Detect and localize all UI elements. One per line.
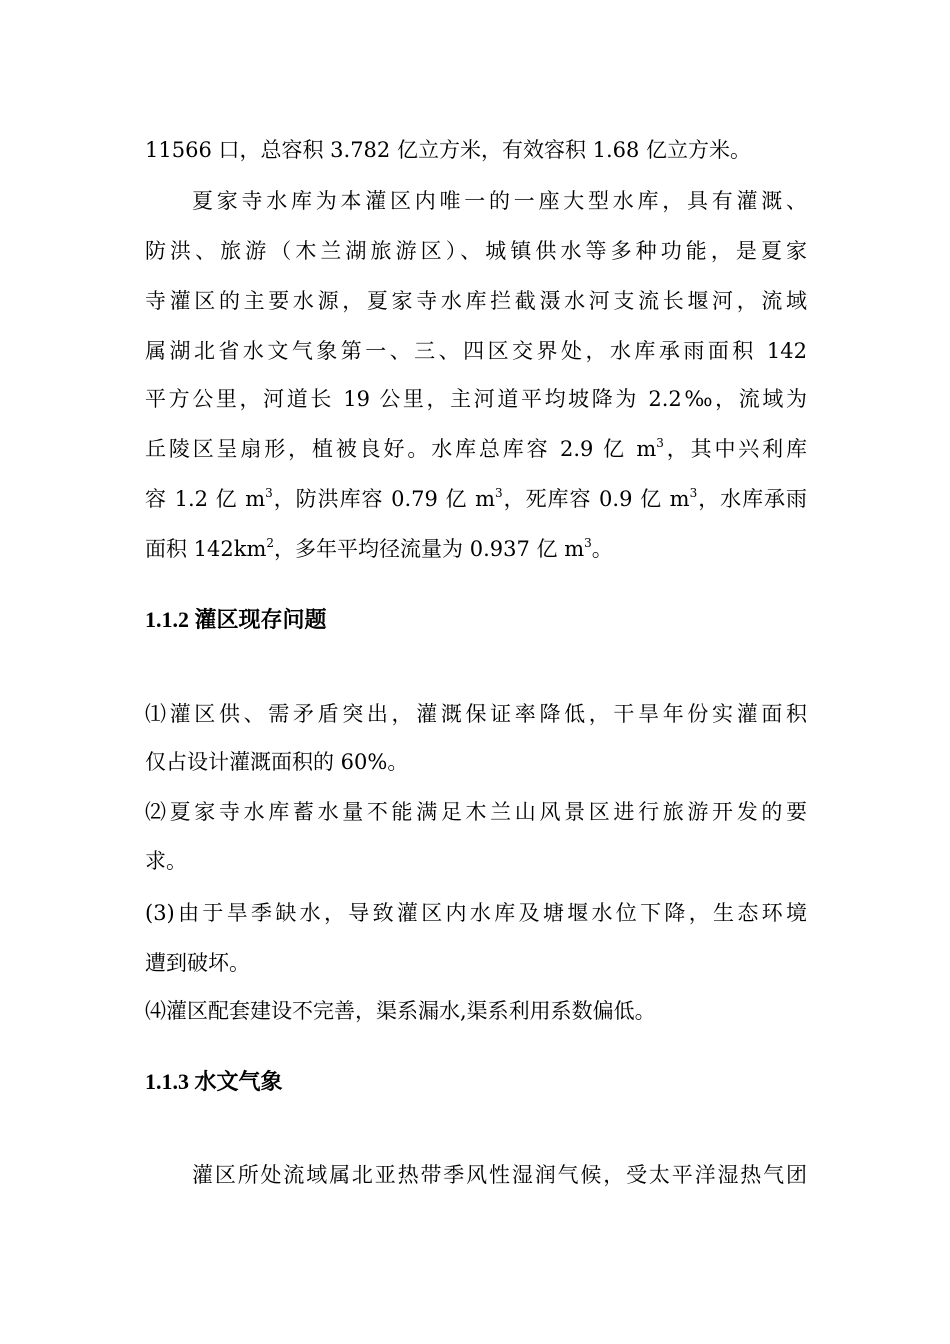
text-run: 。 [591, 537, 613, 561]
list-item-line: 遭到破坏。 [145, 951, 250, 975]
superscript: 3 [689, 486, 698, 500]
superscript: 3 [656, 436, 664, 450]
paragraph-line [145, 434, 807, 464]
section-heading: 1.1.2 灌区现存问题 [145, 607, 327, 632]
list-item-line: ⑴灌区供、需矛盾突出，灌溉保证率降低，干旱年份实灌面积 [145, 702, 807, 726]
superscript: 3 [265, 486, 273, 500]
paragraph-line [145, 484, 807, 514]
superscript: 2 [266, 536, 275, 550]
list-item-line: ⑵夏家寺水库蓄水量不能满足木兰山风景区进行旅游开发的要 [145, 800, 807, 824]
list-item-line: 仅占设计灌溉面积的 60%。 [145, 750, 409, 774]
section-heading: 1.1.3 水文气象 [145, 1069, 283, 1094]
superscript: 3 [584, 536, 592, 550]
paragraph-line: 灌区所处流域属北亚热带季风性湿润气候，受太平洋湿热气团 [192, 1163, 807, 1187]
text-run: 面积 142km [145, 537, 267, 561]
paragraph-line: 平方公里，河道长 19 公里，主河道平均坡降为 2.2‰，流域为 [145, 387, 807, 411]
paragraph-line: 防洪、旅游（木兰湖旅游区）、城镇供水等多种功能，是夏家 [145, 239, 807, 263]
text-run: ，死库容 0.9 亿 m [502, 487, 690, 511]
paragraph-line: 寺灌区的主要水源，夏家寺水库拦截滠水河支流长堰河，流域 [145, 289, 807, 313]
text-run: 丘陵区呈扇形，植被良好。水库总库容 2.9 亿 m [145, 437, 657, 461]
list-item-line: (3)由于旱季缺水，导致灌区内水库及塘堰水位下降，生态环境 [145, 901, 807, 925]
paragraph-line: 夏家寺水库为本灌区内唯一的一座大型水库，具有灌溉、 [192, 189, 807, 213]
paragraph-line: 属湖北省水文气象第一、三、四区交界处，水库承雨面积 142 [145, 339, 807, 363]
paragraph-line: 11566 口，总容积 3.782 亿立方米，有效容积 1.68 亿立方米。 [145, 138, 752, 162]
text-run: ，水库承雨 [697, 487, 808, 511]
text-run: ，其中兴利库 [663, 437, 808, 461]
text-run: 容 1.2 亿 m [145, 487, 266, 511]
superscript: 3 [495, 486, 503, 500]
text-run: ，防洪库容 0.79 亿 m [272, 487, 496, 511]
text-run: ，多年平均径流量为 0.937 亿 m [274, 537, 585, 561]
list-item-line: ⑷灌区配套建设不完善，渠系漏水,渠系利用系数偏低。 [145, 999, 656, 1023]
paragraph-line [145, 534, 807, 564]
list-item-line: 求。 [145, 849, 187, 873]
